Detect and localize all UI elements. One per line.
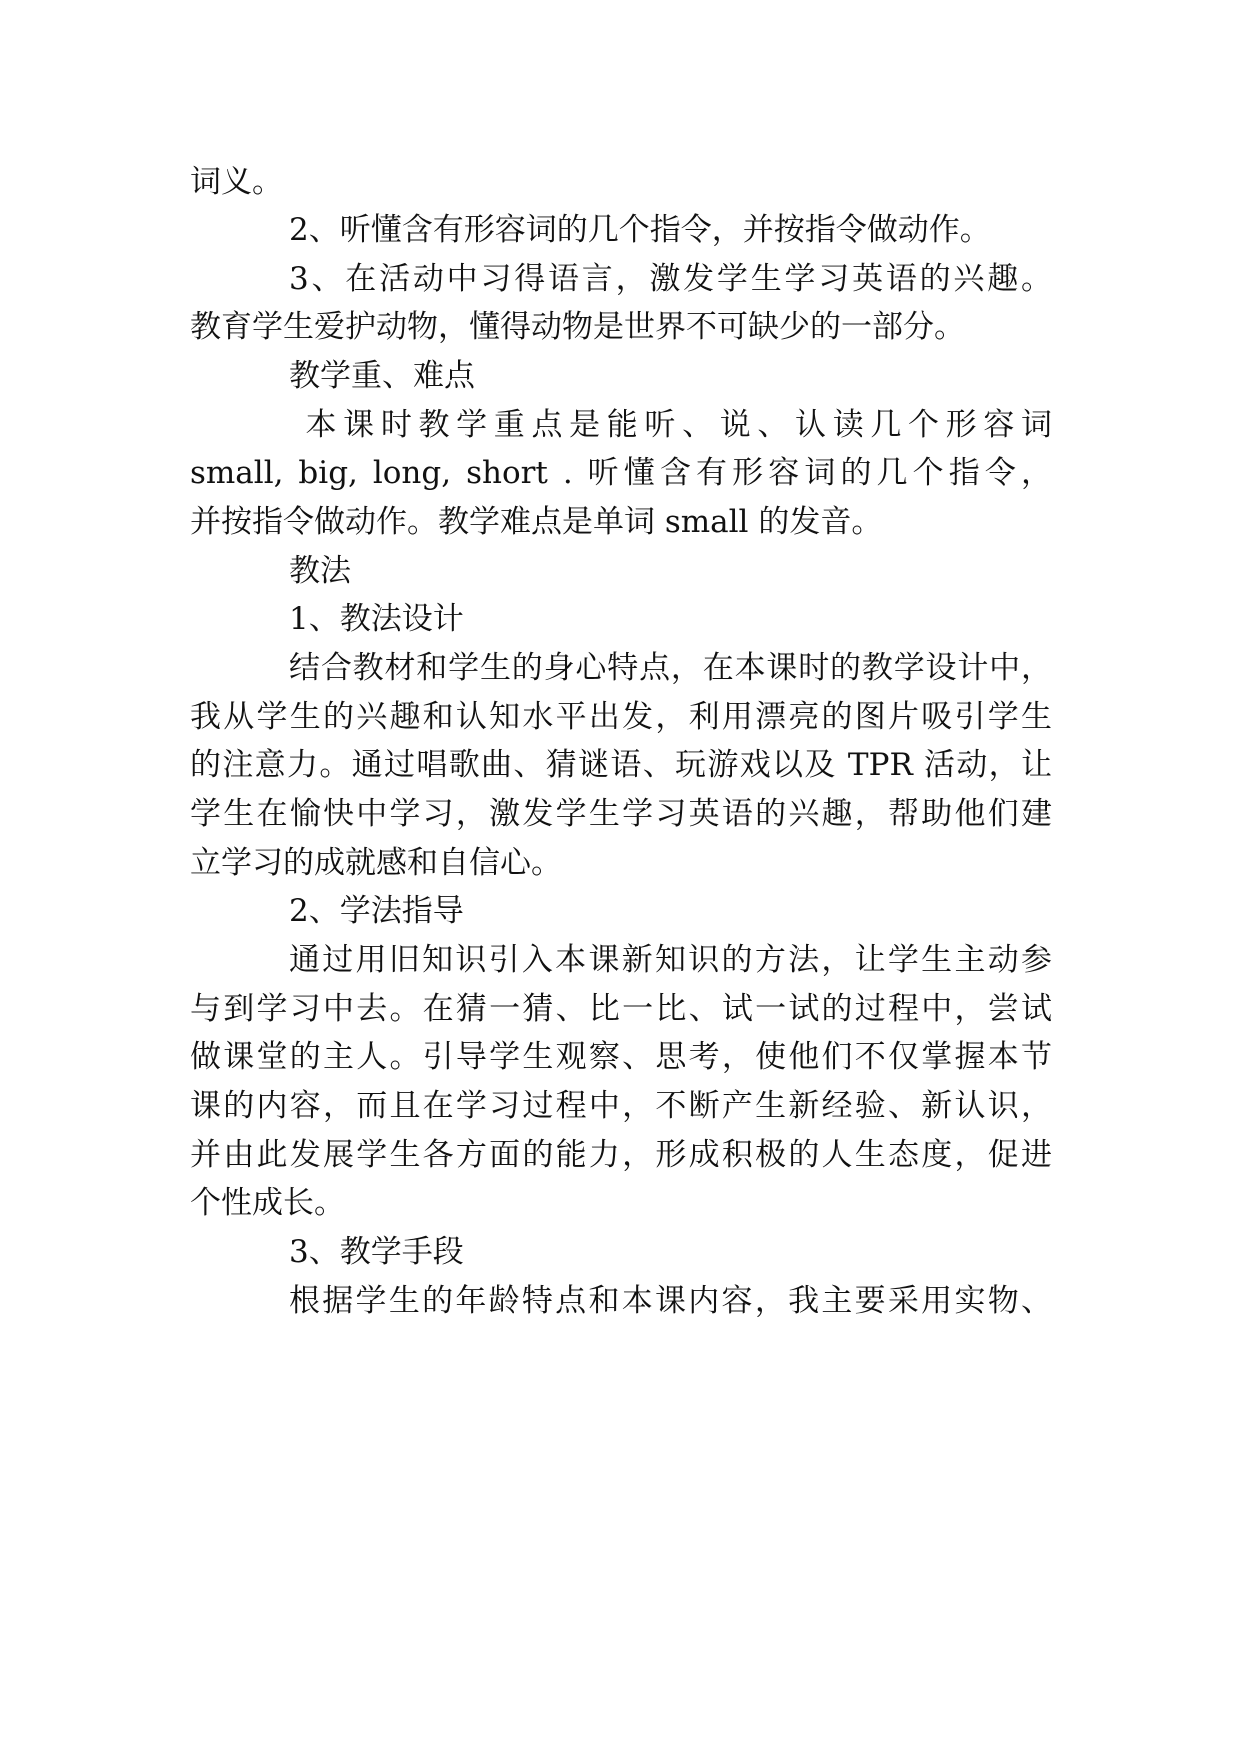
paragraph-line: 并由此发展学生各方面的能力，形成积极的人生态度，促进 [190, 1137, 1052, 1173]
subsection-heading: 1、教法设计 [289, 601, 464, 637]
paragraph-line: 教育学生爱护动物，懂得动物是世界不可缺少的一部分。 [190, 309, 965, 345]
paragraph-line: 做课堂的主人。引导学生观察、思考，使他们不仅掌握本节 [190, 1039, 1052, 1075]
section-heading: 教法 [289, 553, 351, 589]
paragraph-line: 词义。 [190, 164, 283, 200]
paragraph-line: 我从学生的兴趣和认知水平出发，利用漂亮的图片吸引学生 [190, 699, 1052, 735]
paragraph-line: 学生在愉快中学习，激发学生学习英语的兴趣，帮助他们建 [190, 796, 1052, 832]
section-heading: 教学重、难点 [289, 358, 475, 394]
paragraph-line: 并按指令做动作。教学难点是单词 small 的发音。 [190, 504, 883, 540]
paragraph-line: 根据学生的年龄特点和本课内容，我主要采用实物、 [289, 1283, 1052, 1319]
paragraph-line: 课的内容，而且在学习过程中，不断产生新经验、新认识， [190, 1088, 1052, 1124]
paragraph-line: 与到学习中去。在猜一猜、比一比、试一试的过程中，尝试 [190, 991, 1052, 1027]
paragraph-line: 的注意力。通过唱歌曲、猜谜语、玩游戏以及 TPR 活动，让 [190, 747, 1052, 783]
paragraph-line: small, big, long, short . 听懂含有形容词的几个指令， [190, 455, 1052, 491]
subsection-heading: 3、教学手段 [289, 1234, 464, 1270]
paragraph-line: 通过用旧知识引入本课新知识的方法，让学生主动参 [289, 942, 1052, 978]
paragraph-line: 本课时教学重点是能听、说、认读几个形容词 [289, 407, 1052, 443]
paragraph-line: 结合教材和学生的身心特点，在本课时的教学设计中， [289, 650, 1052, 686]
paragraph-line: 3、在活动中习得语言，激发学生学习英语的兴趣。 [289, 261, 1052, 297]
paragraph-line: 立学习的成就感和自信心。 [190, 845, 562, 881]
subsection-heading: 2、学法指导 [289, 893, 464, 929]
paragraph-line: 2、听懂含有形容词的几个指令，并按指令做动作。 [289, 212, 991, 248]
paragraph-line: 个性成长。 [190, 1185, 345, 1221]
